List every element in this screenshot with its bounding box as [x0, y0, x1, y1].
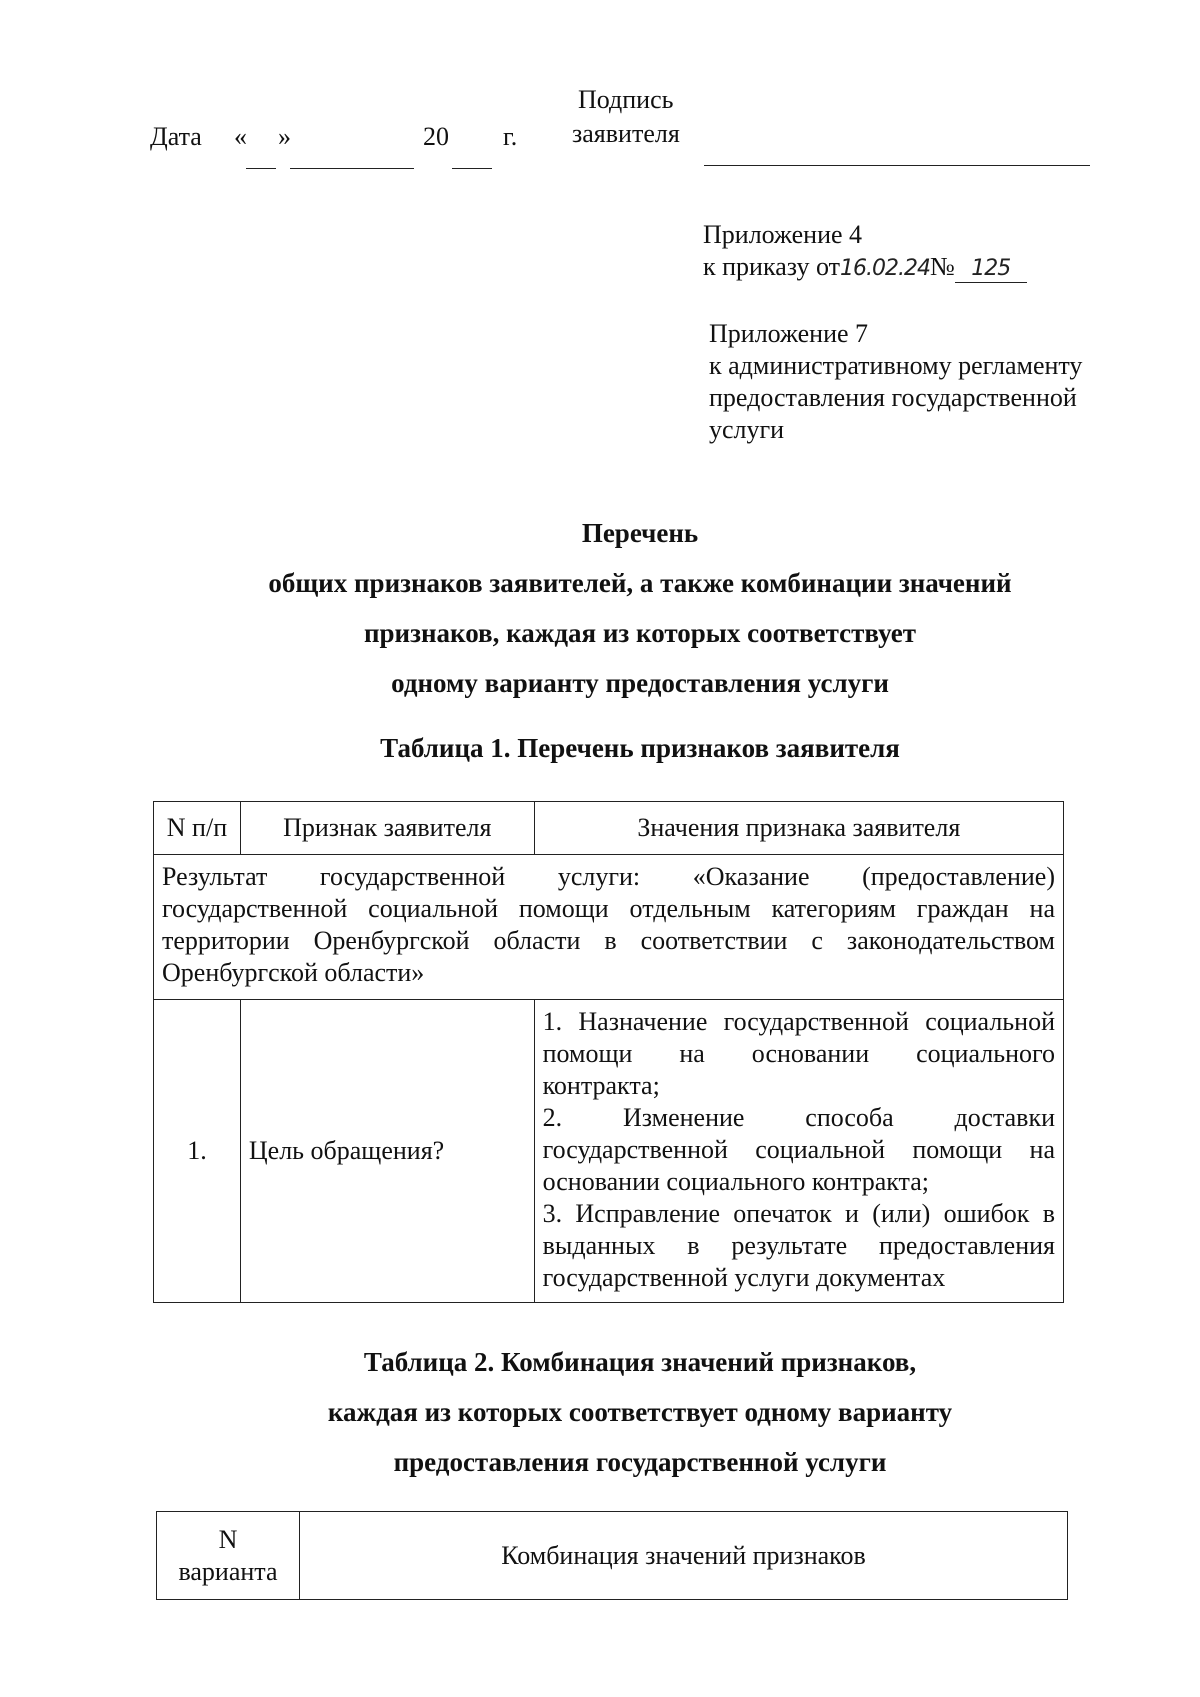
- appendix-order: [703, 219, 1027, 285]
- table2-caption-line1: Таблица 2. Комбинация значений признаков,: [363, 1347, 917, 1377]
- appendix-regulation: [709, 318, 1082, 446]
- signature-label-line2: заявителя: [572, 119, 680, 148]
- table1: [153, 801, 1064, 1303]
- table1-header-feature: Признак заявителя: [240, 802, 534, 855]
- appendix-order-number-sign: №: [929, 252, 955, 281]
- table1-caption-text: Таблица 1. Перечень признаков заявителя: [380, 733, 900, 763]
- appendix-order-prefix: к приказу от: [703, 252, 840, 281]
- table1-row-number: 1.: [154, 1000, 241, 1303]
- table2-caption: [0, 1337, 1200, 1487]
- table-row: [154, 1000, 1064, 1303]
- table1-row-feature: Цель обращения?: [240, 1000, 534, 1303]
- table2-header-number-line2: варианта: [178, 1556, 278, 1586]
- appendix-order-line1: Приложение 4: [703, 220, 863, 249]
- table2-caption-line3: предоставления государственной услуги: [393, 1447, 887, 1477]
- month-underline: [290, 168, 414, 169]
- appendix-regulation-line1: Приложение 7: [709, 319, 869, 348]
- appendix-order-line2: [703, 251, 1027, 285]
- table1-header-values: Значения признака заявителя: [534, 802, 1063, 855]
- table2-header-number: [157, 1512, 300, 1600]
- table2-caption-line2: каждая из которых соответствует одному варианту: [327, 1397, 953, 1427]
- main-title-line2: общих признаков заявителей, а также комбинации значений: [268, 568, 1012, 598]
- date-label: Дата: [150, 122, 202, 151]
- date-year: 20: [423, 122, 449, 151]
- day-underline: [246, 168, 276, 169]
- table1-caption: [0, 723, 1200, 773]
- appendix-order-date: 16.02.24: [839, 256, 930, 281]
- main-title: [0, 508, 1200, 708]
- signature-label-line1: Подпись: [578, 85, 674, 114]
- date-quote-open: «: [234, 122, 247, 151]
- appendix-regulation-line3: предоставления государственной: [709, 383, 1077, 412]
- table2: [156, 1511, 1068, 1600]
- table1-header-number: N п/п: [154, 802, 241, 855]
- table1-value-3: 3. Исправление опечаток и (или) ошибок в выданных в результате предоставления государственной услуги документах: [542, 1199, 1055, 1292]
- table1-result-row: [154, 855, 1064, 1000]
- table1-value-2: 2. Изменение способа доставки государственной социальной помощи на основании социального контракта;: [542, 1103, 1055, 1196]
- main-title-line1: Перечень: [581, 518, 699, 548]
- appendix-regulation-line4: услуги: [709, 415, 785, 444]
- main-title-line3: признаков, каждая из которых соответствует: [363, 618, 916, 648]
- appendix-regulation-line2: к административному регламенту: [709, 351, 1083, 380]
- year-underline: [452, 168, 492, 169]
- signature-underline: [704, 165, 1090, 166]
- main-title-line4: одному варианту предоставления услуги: [391, 668, 889, 698]
- table1-value-1: 1. Назначение государственной социальной помощи на основании социального контракта;: [542, 1007, 1055, 1100]
- table1-row-values: [534, 1000, 1063, 1303]
- appendix-order-number: 125: [955, 256, 1027, 283]
- date-quote-close: »: [278, 122, 291, 151]
- table2-header-row: [157, 1512, 1068, 1600]
- table1-header-row: [154, 802, 1064, 855]
- table2-header-number-line1: N: [218, 1524, 238, 1554]
- date-year-suffix: г.: [503, 122, 518, 151]
- table2-header-combination: Комбинация значений признаков: [299, 1512, 1067, 1600]
- table1-result-text: Результат государственной услуги: «Оказание (предоставление) государственной социальной помощи отдельным категориям граждан на территории Оренбургской области в соответствии с законодательством Оренбургской области»: [154, 855, 1064, 1000]
